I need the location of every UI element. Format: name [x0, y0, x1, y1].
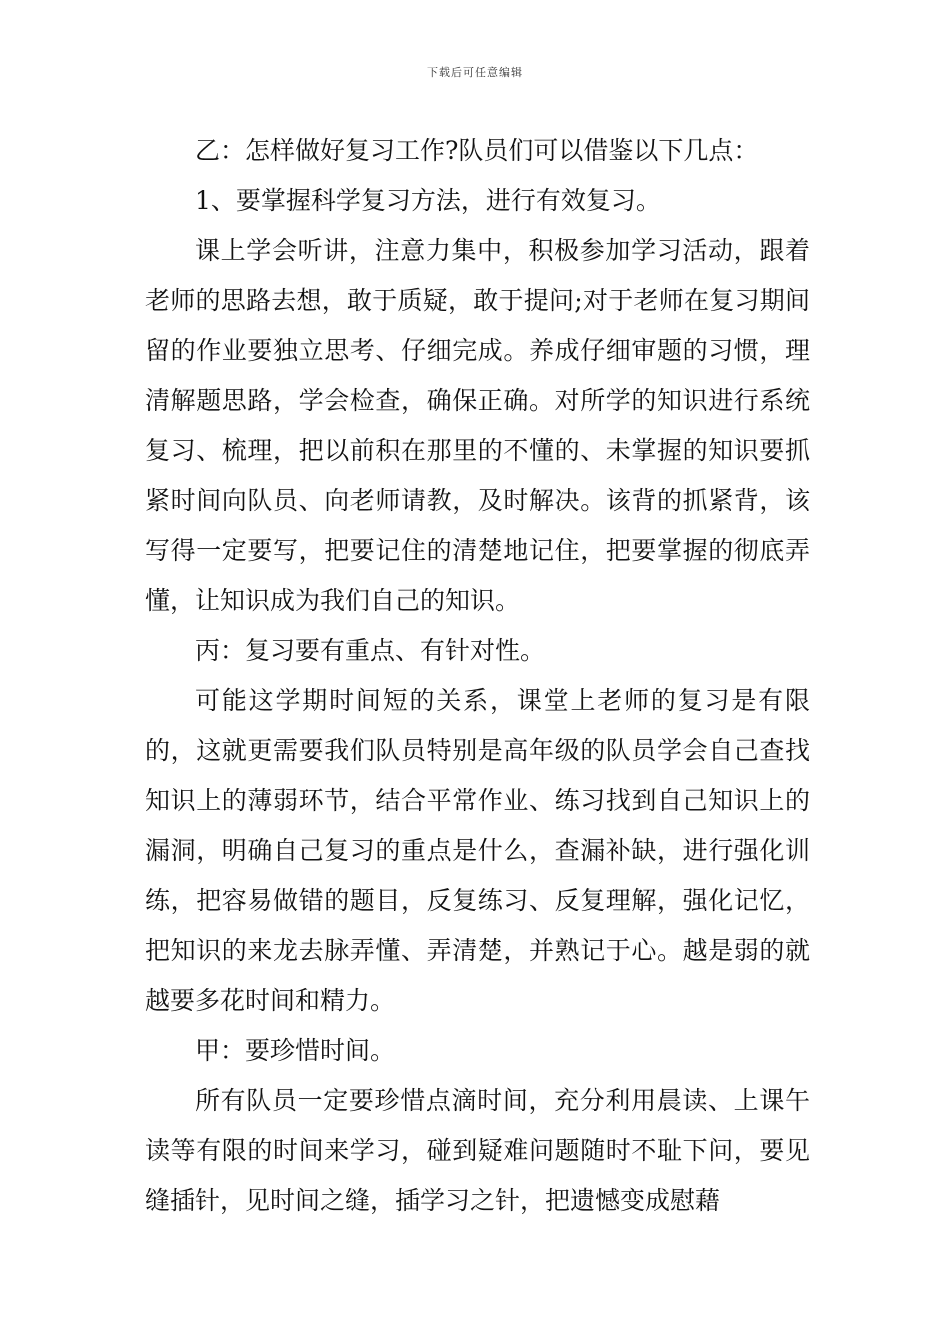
paragraph-5: 可能这学期时间短的关系，课堂上老师的复习是有限的，这就更需要我们队员特别是高年级的队员学会自己查找知识上的薄弱环节，结合平常作业、练习找到自己知识上的漏洞，明确自己复习的重点是什么，查漏补缺，进行强化训练，把容易做错的题目，反复练习、反复理解，强化记忆，把知识的来龙去脉弄懂、弄清楚，并熟记于心。越是弱的就越要多花时间和精力。 [145, 686, 810, 1015]
paragraph-2: 1、要掌握科学复习方法，进行有效复习。 [195, 186, 661, 215]
paragraph-1: 乙：怎样做好复习工作?队员们可以借鉴以下几点： [195, 136, 759, 165]
paragraph-6: 甲：要珍惜时间。 [195, 1036, 396, 1065]
document-body [145, 126, 810, 1226]
page-header: 下载后可任意编辑 [427, 66, 523, 79]
paragraph-3: 课上学会听讲，注意力集中，积极参加学习活动，跟着老师的思路去想，敢于质疑，敢于提问;对于老师在复习期间留的作业要独立思考、仔细完成。养成仔细审题的习惯，理清解题思路，学会检查，确保正确。对所学的知识进行系统复习、梳理，把以前积在那里的不懂的、未掌握的知识要抓紧时间向队员、向老师请教，及时解决。该背的抓紧背，该写得一定要写，把要记住的清楚地记住，把要掌握的彻底弄懂，让知识成为我们自己的知识。 [145, 236, 810, 615]
paragraph-7: 所有队员一定要珍惜点滴时间，充分利用晨读、上课午读等有限的时间来学习，碰到疑难问题随时不耻下问，要见缝插针，见时间之缝，插学习之针，把遗憾变成慰藉 [145, 1086, 810, 1215]
paragraph-4: 丙：复习要有重点、有针对性。 [195, 636, 546, 665]
